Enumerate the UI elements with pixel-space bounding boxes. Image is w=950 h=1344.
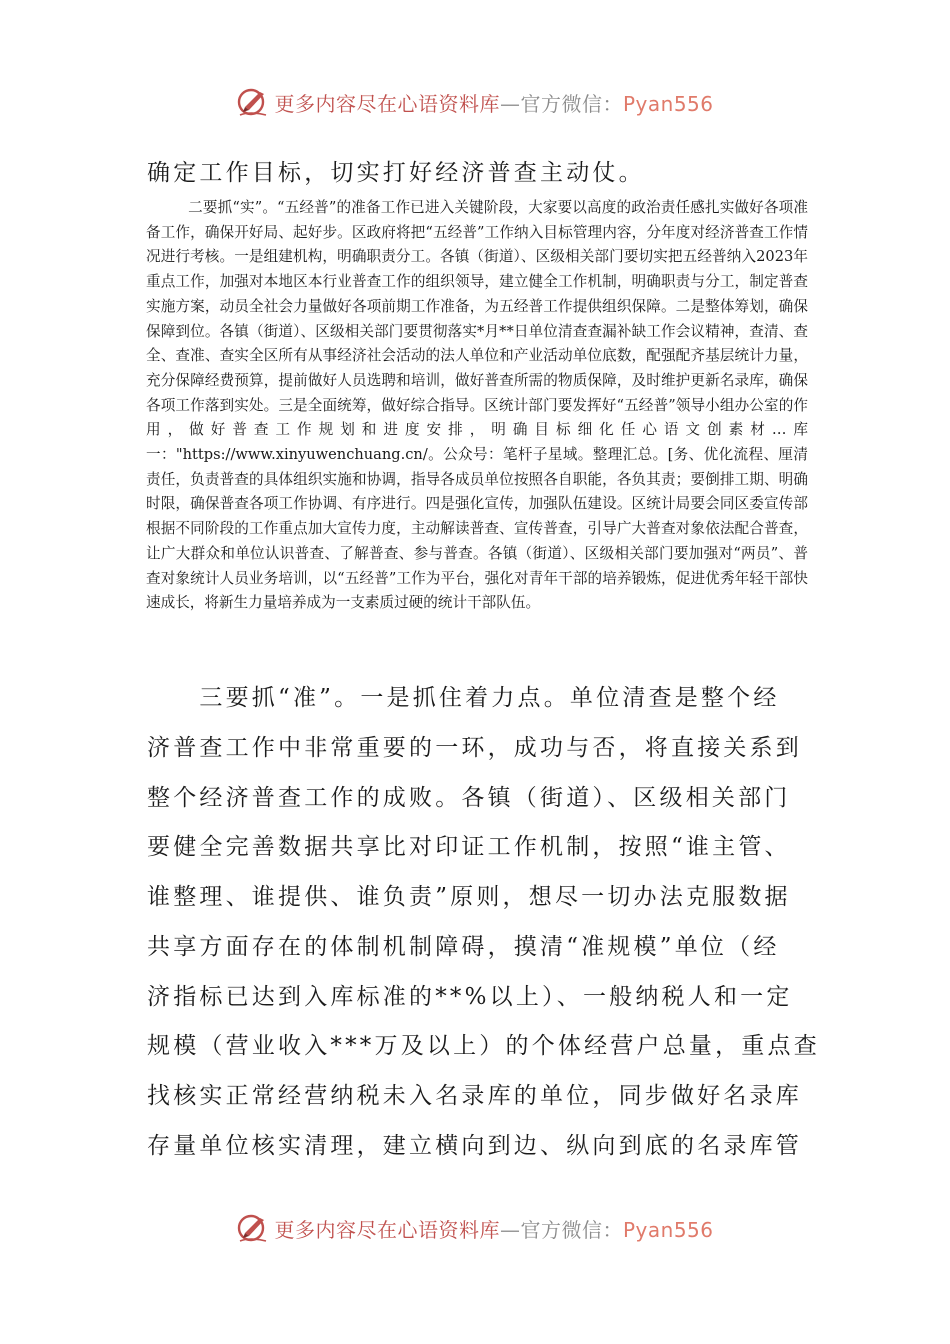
section-two-text: 二要抓“实”。“五经普”的准备工作已进入关键阶段，大家要以高度的政治责任感扎实做好各项准备工作，确保开好局、起好步。区政府将把“五经普”工作纳入目标管理内容，分年度对经济普查工作情况进行考核。一是组建机构，明确职责分工。各镇（街道）、区级相关部门要切实把五经普纳入2023年重点工作，加强对本地区本行业普查工作的组织领导，建立健全工作机制，明确职责与分工，制定普查实施方案，动员全社会力量做好各项前期工作准备，为五经普工作提供组织保障。二是整体筹划，确保保障到位。各镇（街道）、区级相关部门要贯彻落实*月**日单位清查查漏补缺工作会议精神，查清、查全、查准、查实全区所有从事经济社会活动的法人单位和产业活动单位底数，配强配齐基层统计力量，充分保障经费预算，提前做好人员选聘和培训，做好普查所需的物质保障，及时维护更新名录库，确保各项工作落到实处。三是全面统筹，做好综合指导。区统计部门要发挥好“五经普”领导小组办公室的作用，做好普查工作规划和进度安排，明确目标细化任心语文创素材…库一："https://www.xinyuwenchuang.cn/。公众号：笔杆子星域。整理汇总。[务、优化流程、厘清责任，负责普查的具体组织实施和协调，指导各成员单位按照各自职能，各负其责；要倒排工期、明确时限，确保普查各项工作协调、有序进行。四是强化宣传，加强队伍建设。区统计局要会同区委宣传部根据不同阶段的工作重点加大宣传力度，主动解读普查、宣传普查，引导广大普查对象依法配合普查，让广大群众和单位认识普查、了解普查、参与普查。各镇（街道）、区级相关部门要加强对“两员”、普查对象统计人员业务培训，以“五经普”工作为平台，强化对青年干部的培养锻炼，促进优秀年轻干部快速成长，将新生力量培养成为一支素质过硬的统计干部队伍。: [146, 199, 808, 612]
section-two-paragraph: [146, 196, 808, 616]
opening-line: 确定工作目标，切实打好经济普查主动仗。: [147, 160, 645, 186]
section-three-line-10: 存量单位核实清理，建立横向到边、纵向到底的名录库管: [147, 1133, 802, 1159]
banner-main-text: 更多内容尽在心语资料库: [274, 91, 500, 116]
banner-wechat-id: Pyan556: [622, 91, 714, 116]
pen-logo-icon: [236, 85, 270, 119]
section-three-line-9: 找核实正常经营纳税未入名录库的单位，同步做好名录库: [147, 1083, 802, 1109]
banner-text: [274, 1214, 713, 1243]
section-three-line-6: 共享方面存在的体制机制障碍，摸清“准规模”单位（经: [147, 934, 780, 960]
section-three-line-3: 整个经济普查工作的成败。各镇（街道）、区级相关部门: [147, 785, 791, 811]
banner-wechat-id: Pyan556: [622, 1217, 714, 1242]
header-banner: [0, 82, 950, 122]
banner-label: 官方微信：: [520, 91, 623, 116]
banner-separator: —: [499, 1217, 521, 1242]
pen-logo-icon: [236, 1211, 270, 1245]
banner-separator: —: [499, 91, 521, 116]
section-three-line-8: 规模（营业收入***万及以上）的个体经营户总量，重点查: [147, 1033, 820, 1059]
footer-banner: [0, 1208, 950, 1248]
banner-main-text: 更多内容尽在心语资料库: [274, 1217, 500, 1242]
section-three-line-2: 济普查工作中非常重要的一环，成功与否，将直接关系到: [147, 735, 802, 761]
banner-label: 官方微信：: [520, 1217, 623, 1242]
section-three-line-7: 济指标已达到入库标准的**%以上）、一般纳税人和一定: [147, 984, 793, 1010]
section-three-line-4: 要健全完善数据共享比对印证工作机制，按照“谁主管、: [147, 834, 791, 860]
section-three-line-5: 谁整理、谁提供、谁负责”原则，想尽一切办法克服数据: [147, 884, 791, 910]
banner-text: [274, 88, 713, 117]
section-three-line-1: 三要抓“准”。一是抓住着力点。单位清查是整个经: [147, 685, 780, 711]
